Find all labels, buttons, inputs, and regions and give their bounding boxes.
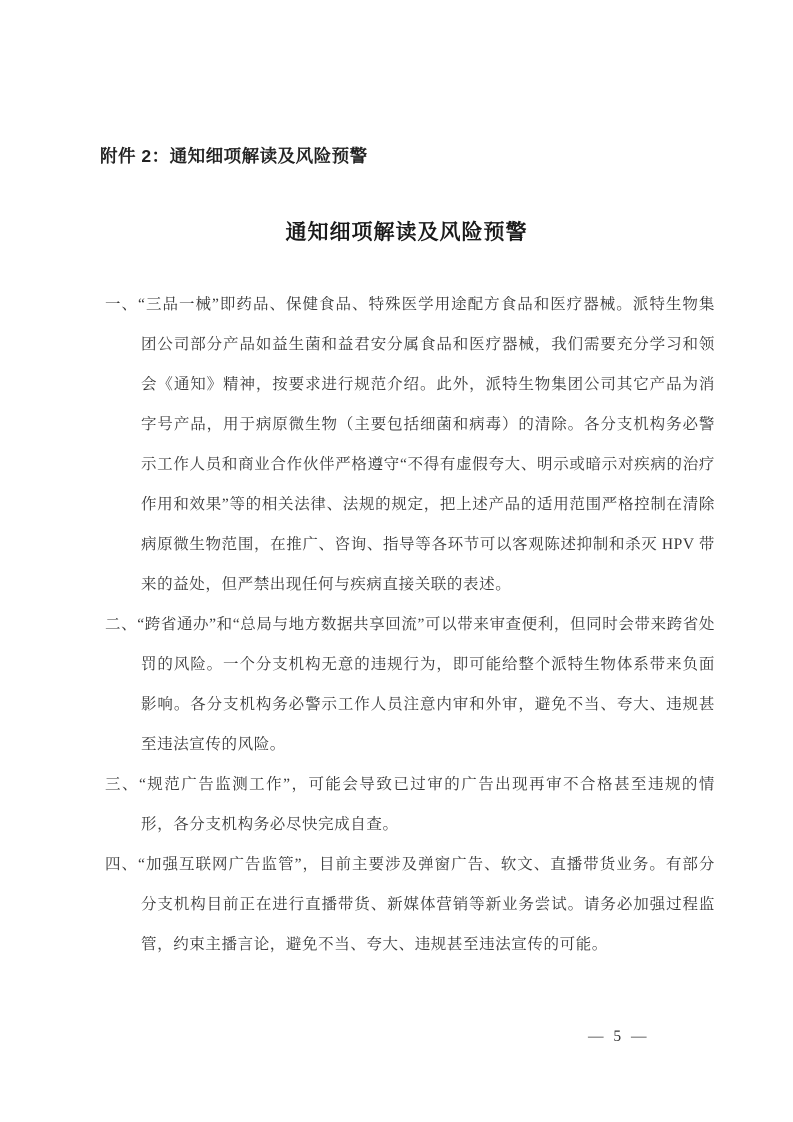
paragraph-4 bbox=[105, 845, 715, 965]
paragraph-3 bbox=[105, 765, 715, 845]
paragraph-3-number: 三、 bbox=[105, 776, 139, 793]
paragraph-2-number: 二、 bbox=[105, 616, 138, 633]
paragraph-1-number: 一、 bbox=[105, 296, 139, 313]
paragraph-2-text: “跨省通办”和“总局与地方数据共享回流”可以带来审查便利，但同时会带来跨省处罚的风险。一个分支机构无意的违规行为，即可能给整个派特生物体系带来负面影响。各分支机构务必警示工作人员注意内审和外审，避免不当、夸大、违规甚至违法宣传的风险。 bbox=[137, 616, 715, 753]
document-title: 通知细项解读及风险预警 bbox=[285, 220, 528, 244]
paragraph-1-text: “三品一械”即药品、保健食品、特殊医学用途配方食品和医疗器械。派特生物集团公司部分产品如益生菌和益君安分属食品和医疗器械，我们需要充分学习和领会《通知》精神，按要求进行规范介绍。此外，派特生物集团公司其它产品为消字号产品，用于病原微生物（主要包括细菌和病毒）的清除。各分支机构务必警示工作人员和商业合作伙伴严格遵守“不得有虚假夸大、明示或暗示对疾病的治疗作用和效果”等的相关法律、法规的规定，把上述产品的适用范围严格控制在清除病原微生物范围，在推广、咨询、指导等各环节可以客观陈述抑制和杀灭 HPV 带来的益处，但严禁出现任何与疾病直接关联的表述。 bbox=[138, 296, 715, 593]
paragraph-4-text: “加强互联网广告监管”，目前主要涉及弹窗广告、软文、直播带货业务。有部分分支机构目前正在进行直播带货、新媒体营销等新业务尝试。请务必加强过程监管，约束主播言论，避免不当、夸大、违规甚至违法宣传的可能。 bbox=[138, 856, 715, 953]
attachment-header: 附件 2：通知细项解读及风险预警 bbox=[100, 146, 368, 166]
paragraph-1 bbox=[105, 285, 715, 605]
paragraph-3-text: “规范广告监测工作”，可能会导致已过审的广告出现再审不合格甚至违规的情形，各分支机构务必尽快完成自查。 bbox=[138, 776, 715, 833]
paragraph-2 bbox=[105, 605, 715, 765]
document-body bbox=[105, 285, 715, 965]
page-number: — 5 — bbox=[588, 1028, 650, 1045]
paragraph-4-number: 四、 bbox=[105, 856, 139, 873]
